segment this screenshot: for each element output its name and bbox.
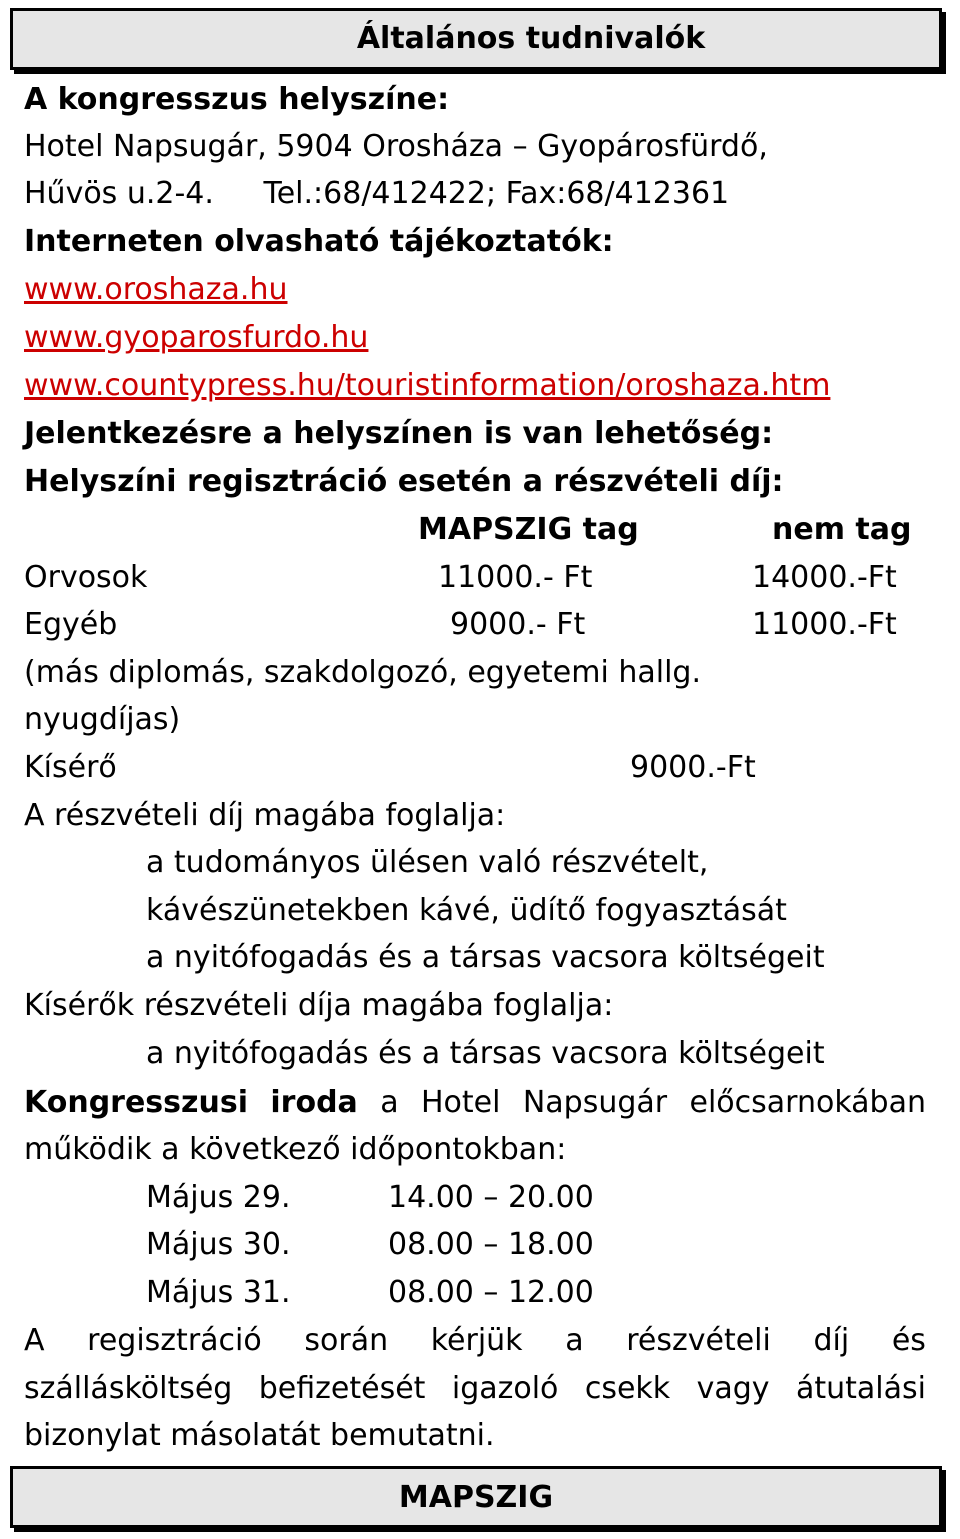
fee-note-line2: nyugdíjas) xyxy=(24,702,181,737)
link-gyoparosfurdo[interactable]: www.gyoparosfurdo.hu xyxy=(24,320,369,355)
closing-word: A xyxy=(24,1323,45,1358)
includes-item: a nyitófogadás és a társas vacsora költségeit xyxy=(146,940,825,975)
office-word: iroda xyxy=(270,1085,358,1120)
closing-line-2 xyxy=(24,1371,926,1407)
schedule-day: Május 30. xyxy=(146,1227,291,1262)
fee-row-nonmember: 11000.-Ft xyxy=(752,607,897,642)
link-row-2 xyxy=(24,320,368,356)
link-oroshaza[interactable]: www.oroshaza.hu xyxy=(24,272,288,307)
office-word: Kongresszusi xyxy=(24,1085,248,1120)
fee-row-label: Egyéb xyxy=(24,607,118,642)
office-word: a xyxy=(380,1085,399,1120)
includes-item: kávészünetekben kávé, üdítő fogyasztását xyxy=(146,893,787,928)
footer-banner xyxy=(10,1466,942,1528)
info-heading: Interneten olvasható tájékoztatók: xyxy=(24,224,614,259)
closing-word: a xyxy=(565,1323,584,1358)
companion-includes-heading: Kísérők részvételi díja magába foglalja: xyxy=(24,988,614,1023)
registration-heading-2: Helyszíni regisztráció esetén a részvételi díj: xyxy=(24,464,784,499)
registration-heading-1: Jelentkezésre a helyszínen is van lehetőség: xyxy=(24,416,774,451)
fee-row-label: Orvosok xyxy=(24,560,148,595)
closing-word: és xyxy=(891,1323,926,1358)
closing-word: díj xyxy=(813,1323,850,1358)
fee-row-member: 11000.- Ft xyxy=(438,560,593,595)
schedule-time: 08.00 – 18.00 xyxy=(388,1227,594,1262)
fee-row-member: 9000.- Ft xyxy=(450,607,586,642)
venue-street: Hűvös u.2-4. xyxy=(24,176,214,211)
link-countypress[interactable]: www.countypress.hu/touristinformation/oroshaza.htm xyxy=(24,368,831,403)
venue-address-line2 xyxy=(24,176,729,212)
venue-heading: A kongresszus helyszíne: xyxy=(24,82,450,117)
includes-item: a tudományos ülésen való részvételt, xyxy=(146,845,709,880)
closing-word: átutalási xyxy=(795,1371,926,1406)
schedule-day: Május 31. xyxy=(146,1275,291,1310)
schedule-time: 14.00 – 20.00 xyxy=(388,1180,594,1215)
venue-contact: Tel.:68/412422; Fax:68/412361 xyxy=(263,176,730,211)
closing-line-1 xyxy=(24,1323,926,1359)
closing-word: során xyxy=(304,1323,389,1358)
fee-col-member: MAPSZIG tag xyxy=(418,512,639,547)
schedule-day: Május 29. xyxy=(146,1180,291,1215)
closing-word: részvételi xyxy=(626,1323,771,1358)
closing-word: regisztráció xyxy=(87,1323,262,1358)
office-word: Hotel xyxy=(420,1085,501,1120)
companion-fee: 9000.-Ft xyxy=(630,750,756,785)
companion-includes-item: a nyitófogadás és a társas vacsora költségeit xyxy=(146,1036,825,1071)
fee-col-nonmember: nem tag xyxy=(772,512,912,547)
section-title: Általános tudnivalók xyxy=(356,21,706,56)
office-word: Napsugár xyxy=(522,1085,668,1120)
office-line-1 xyxy=(24,1085,926,1121)
closing-word: kérjük xyxy=(430,1323,523,1358)
fee-row-nonmember: 14000.-Ft xyxy=(752,560,897,595)
link-row-1 xyxy=(24,272,288,308)
venue-address-line1: Hotel Napsugár, 5904 Orosháza – Gyopárosfürdő, xyxy=(24,129,768,164)
closing-word: csekk xyxy=(584,1371,671,1406)
closing-word: igazoló xyxy=(451,1371,559,1406)
closing-word: szállásköltség xyxy=(24,1371,233,1406)
fee-note-line1: (más diplomás, szakdolgozó, egyetemi hallg. xyxy=(24,655,702,690)
link-row-3 xyxy=(24,368,830,404)
section-title-banner xyxy=(10,8,942,70)
footer-title: MAPSZIG xyxy=(398,1480,554,1515)
closing-word: befizetését xyxy=(258,1371,426,1406)
companion-label: Kísérő xyxy=(24,750,117,785)
includes-heading: A részvételi díj magába foglalja: xyxy=(24,798,506,833)
schedule-time: 08.00 – 12.00 xyxy=(388,1275,594,1310)
closing-word: vagy xyxy=(696,1371,770,1406)
closing-line-3: bizonylat másolatát bemutatni. xyxy=(24,1418,495,1453)
office-line-2: működik a következő időpontokban: xyxy=(24,1132,567,1167)
office-word: előcsarnokában xyxy=(689,1085,926,1120)
